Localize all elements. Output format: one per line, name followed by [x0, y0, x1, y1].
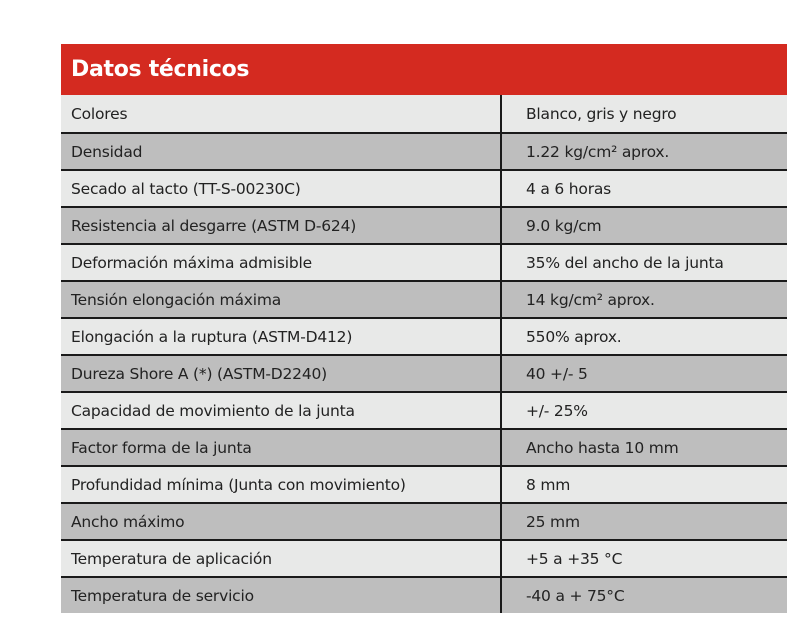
table-row: [61, 169, 787, 206]
row-value: 9.0 kg/cm: [526, 216, 602, 235]
row-label: Deformación máxima admisible: [61, 245, 502, 280]
table-row: [61, 502, 787, 539]
table-row: [61, 206, 787, 243]
technical-data-table: [61, 44, 787, 613]
row-value: 4 a 6 horas: [526, 179, 612, 198]
row-value: 14 kg/cm² aprox.: [526, 290, 655, 309]
table-row: [61, 354, 787, 391]
table-row: [61, 95, 787, 132]
row-value: +/- 25%: [526, 401, 588, 420]
row-value: Blanco, gris y negro: [526, 104, 677, 123]
row-value: 550% aprox.: [526, 327, 622, 346]
row-value: +5 a +35 °C: [526, 549, 623, 568]
table-row: [61, 132, 787, 169]
row-label: Capacidad de movimiento de la junta: [61, 393, 502, 428]
table-row: [61, 428, 787, 465]
row-label: Tensión elongación máxima: [61, 282, 502, 317]
table-row: [61, 539, 787, 576]
row-value: 1.22 kg/cm² aprox.: [526, 142, 670, 161]
row-label: Densidad: [61, 134, 502, 169]
table-row: [61, 465, 787, 502]
row-label: Resistencia al desgarre (ASTM D-624): [61, 208, 502, 243]
row-value: 40 +/- 5: [526, 364, 588, 383]
row-label: Ancho máximo: [61, 504, 502, 539]
row-label: Elongación a la ruptura (ASTM-D412): [61, 319, 502, 354]
row-value: 35% del ancho de la junta: [526, 253, 724, 272]
row-label: Secado al tacto (TT-S-00230C): [61, 171, 502, 206]
row-label: Temperatura de servicio: [61, 578, 502, 613]
table-body: [61, 95, 787, 613]
row-label: Temperatura de aplicación: [61, 541, 502, 576]
table-row: [61, 391, 787, 428]
row-label: Factor forma de la junta: [61, 430, 502, 465]
row-label: Profundidad mínima (Junta con movimiento): [61, 467, 502, 502]
row-label: Colores: [61, 95, 502, 132]
row-value: Ancho hasta 10 mm: [526, 438, 679, 457]
row-value: -40 a + 75°C: [526, 586, 625, 605]
table-row: [61, 280, 787, 317]
row-value: 25 mm: [526, 512, 580, 531]
table-row: [61, 243, 787, 280]
row-label: Dureza Shore A (*) (ASTM-D2240): [61, 356, 502, 391]
table-title: Datos técnicos: [61, 44, 787, 95]
table-row: [61, 317, 787, 354]
table-row: [61, 576, 787, 613]
row-value: 8 mm: [526, 475, 571, 494]
